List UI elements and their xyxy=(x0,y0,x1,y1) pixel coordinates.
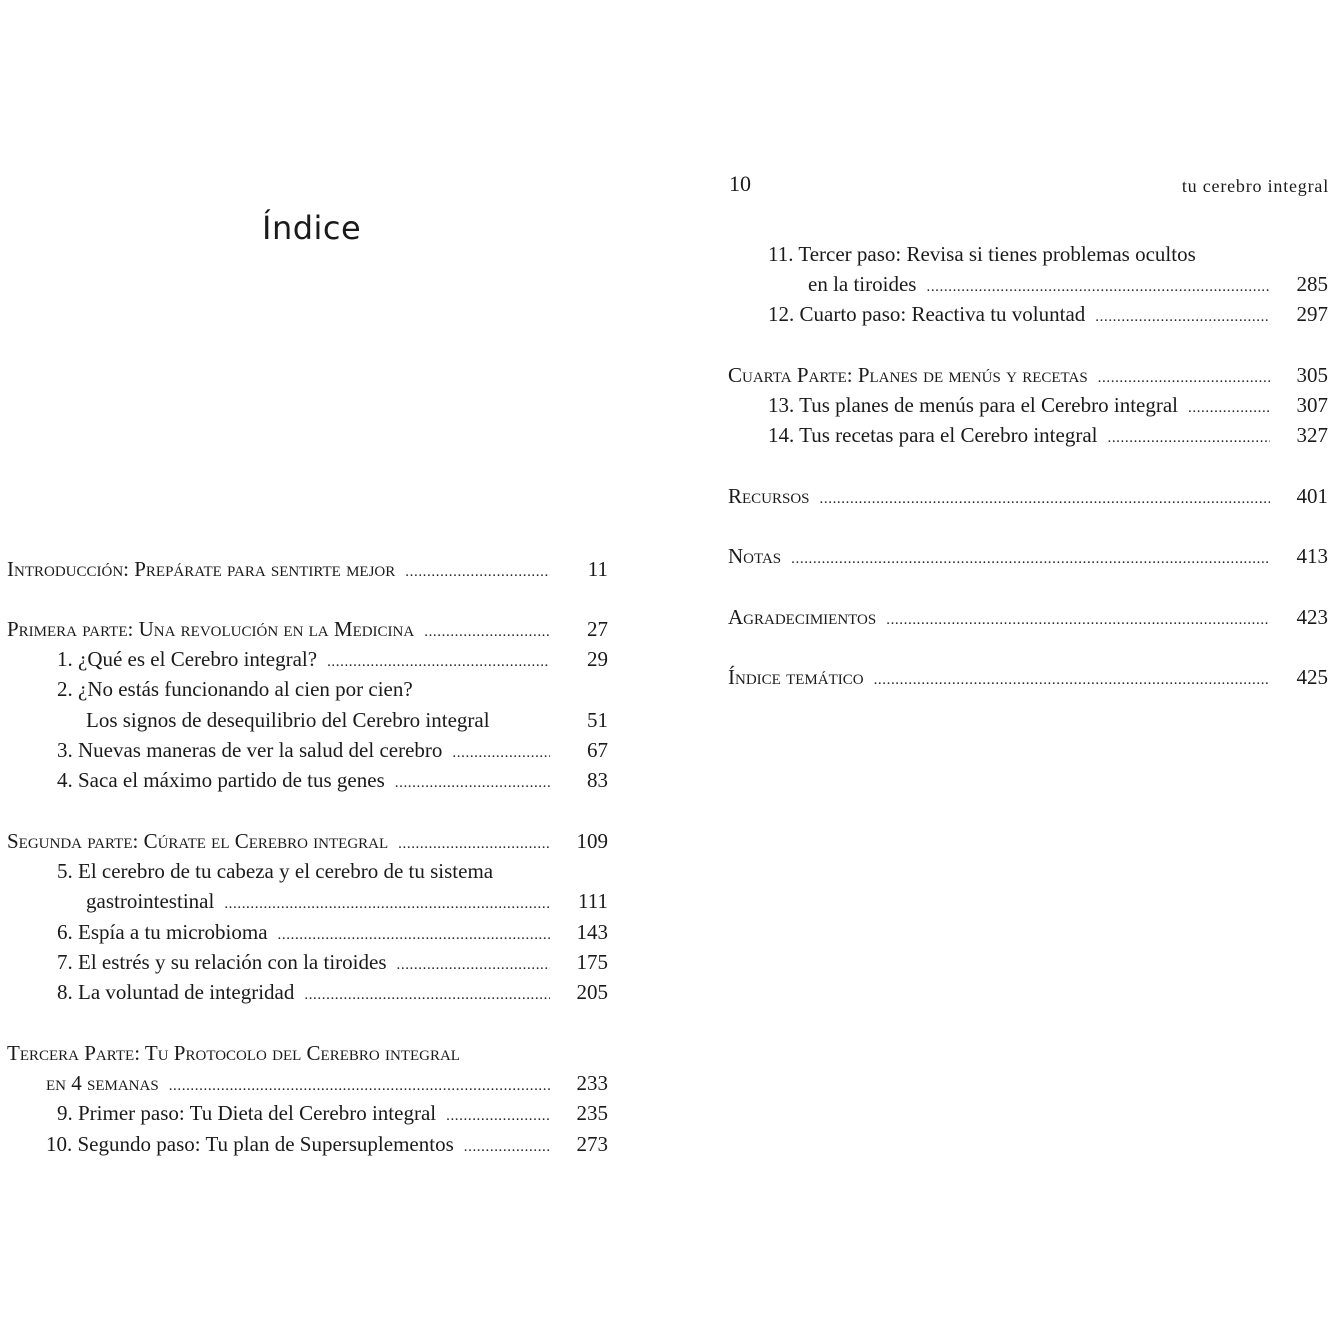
toc-entry-title: Índice temático xyxy=(728,665,864,689)
dot-leader xyxy=(1098,363,1270,393)
toc-page-number: 67 xyxy=(587,738,608,762)
dot-leader xyxy=(224,889,550,919)
dot-leader xyxy=(398,829,550,859)
dot-leader xyxy=(169,1071,550,1101)
toc-page-number: 297 xyxy=(1296,302,1328,326)
toc-entry xyxy=(728,662,1328,692)
toc-entry-title: 1. ¿Qué es el Cerebro integral? xyxy=(57,647,318,671)
toc-entry-title: Recursos xyxy=(728,484,810,508)
dot-leader xyxy=(397,950,551,980)
toc-page-number: 423 xyxy=(1296,605,1328,629)
right-page xyxy=(664,0,1329,1329)
toc-entry-title: 7. El estrés y su relación con la tiroides xyxy=(57,950,387,974)
toc-entry xyxy=(7,826,608,856)
toc-entry xyxy=(768,420,1328,450)
toc-entry xyxy=(86,705,608,735)
toc-page-number: 285 xyxy=(1296,272,1328,296)
toc-entry-title: 3. Nuevas maneras de ver la salud del cerebro xyxy=(57,738,443,762)
toc-entry-title: 9. Primer paso: Tu Dieta del Cerebro integral xyxy=(57,1101,437,1125)
toc-entry-title: Primera parte: Una revolución en la Medicina xyxy=(7,617,415,641)
toc-entry xyxy=(57,977,608,1007)
dot-leader xyxy=(327,647,550,677)
toc-entry-title: en la tiroides xyxy=(808,272,917,296)
toc-entry-title: 10. Segundo paso: Tu plan de Supersuplementos xyxy=(46,1132,454,1156)
toc-page-number: 27 xyxy=(587,617,608,641)
toc-entry xyxy=(86,886,608,916)
toc-entry xyxy=(57,644,608,674)
dot-leader xyxy=(926,272,1270,302)
dot-leader xyxy=(1107,423,1270,453)
toc-entry-title: 14. Tus recetas para el Cerebro integral xyxy=(768,423,1098,447)
toc-entry-title: 11. Tercer paso: Revisa si tienes problemas ocultos xyxy=(768,242,1196,266)
toc-entry-title: 2. ¿No estás funcionando al cien por cien? xyxy=(57,677,413,701)
toc-entry xyxy=(728,541,1328,571)
toc-entry xyxy=(57,856,608,886)
toc-entry-title: en 4 semanas xyxy=(46,1071,159,1095)
toc-page-number: 413 xyxy=(1296,544,1328,568)
dot-leader xyxy=(1095,302,1270,332)
dot-leader xyxy=(405,557,550,587)
running-head: tu cerebro integral xyxy=(1181,176,1329,196)
toc-page-number: 235 xyxy=(576,1101,608,1125)
dot-leader xyxy=(886,605,1270,635)
toc-entry-title: 6. Espía a tu microbioma xyxy=(57,920,268,944)
toc-entry xyxy=(57,674,608,704)
toc-entry xyxy=(7,554,608,584)
dot-leader xyxy=(424,617,550,647)
toc-page-number: 51 xyxy=(587,708,608,732)
toc-entry-title: gastrointestinal xyxy=(86,889,215,913)
toc-page-number: 305 xyxy=(1296,363,1328,387)
toc-entry xyxy=(7,1038,608,1068)
toc-entry xyxy=(57,1098,608,1128)
toc-entry-title: 4. Saca el máximo partido de tus genes xyxy=(57,768,385,792)
toc-entry-title: Agradecimientos xyxy=(728,605,877,629)
toc-entry xyxy=(728,360,1328,390)
dot-leader xyxy=(278,920,550,950)
toc-entry xyxy=(46,1129,608,1159)
page-title: Índice xyxy=(262,209,362,247)
toc-entry-title: 8. La voluntad de integridad xyxy=(57,980,295,1004)
toc-entry xyxy=(768,390,1328,420)
toc-entry xyxy=(768,299,1328,329)
toc-page-number: 109 xyxy=(576,829,608,853)
toc-page-number: 175 xyxy=(576,950,608,974)
toc-page-number: 11 xyxy=(587,557,608,581)
toc-page-number: 307 xyxy=(1296,393,1328,417)
toc-entry xyxy=(728,602,1328,632)
toc-entry-title: 5. El cerebro de tu cabeza y el cerebro de tu sistema xyxy=(57,859,494,883)
toc-page-number: 401 xyxy=(1296,484,1328,508)
toc-entry-title: Segunda parte: Cúrate el Cerebro integral xyxy=(7,829,389,853)
dot-leader xyxy=(452,738,550,768)
toc-entry-title: 13. Tus planes de menús para el Cerebro integral xyxy=(768,393,1178,417)
dot-leader xyxy=(304,980,550,1010)
toc-page-number: 327 xyxy=(1296,423,1328,447)
dot-leader xyxy=(820,484,1270,514)
toc-entry xyxy=(57,917,608,947)
toc-entry xyxy=(46,1068,608,1098)
dot-leader xyxy=(395,768,550,798)
toc-entry-title: Cuarta Parte: Planes de menús y recetas xyxy=(728,363,1088,387)
toc-page-number: 83 xyxy=(587,768,608,792)
toc-entry xyxy=(768,239,1328,269)
dot-leader xyxy=(446,1101,550,1131)
dot-leader xyxy=(874,665,1270,695)
toc-page-number: 273 xyxy=(576,1132,608,1156)
toc-page-number: 29 xyxy=(587,647,608,671)
toc-entry-title: Introducción: Prepárate para sentirte mejor xyxy=(7,557,396,581)
dot-leader xyxy=(464,1132,550,1162)
toc-page-number: 111 xyxy=(578,889,608,913)
dot-leader xyxy=(1188,393,1270,423)
toc-entry xyxy=(7,614,608,644)
toc-entry xyxy=(57,765,608,795)
toc-entry-title: Los signos de desequilibrio del Cerebro integral xyxy=(86,708,490,732)
toc-page-number: 233 xyxy=(576,1071,608,1095)
left-page xyxy=(0,0,664,1329)
toc-page-number: 425 xyxy=(1296,665,1328,689)
toc-entry-title: Tercera Parte: Tu Protocolo del Cerebro integral xyxy=(7,1041,460,1065)
toc-entry xyxy=(728,481,1328,511)
toc-entry xyxy=(57,947,608,977)
toc-page-number: 143 xyxy=(576,920,608,944)
toc-entry xyxy=(808,269,1328,299)
dot-leader xyxy=(791,544,1270,574)
toc-page-number: 205 xyxy=(576,980,608,1004)
toc-entry-title: Notas xyxy=(728,544,782,568)
toc-entry-title: 12. Cuarto paso: Reactiva tu voluntad xyxy=(768,302,1086,326)
page-number: 10 xyxy=(729,171,751,196)
toc-entry xyxy=(57,735,608,765)
